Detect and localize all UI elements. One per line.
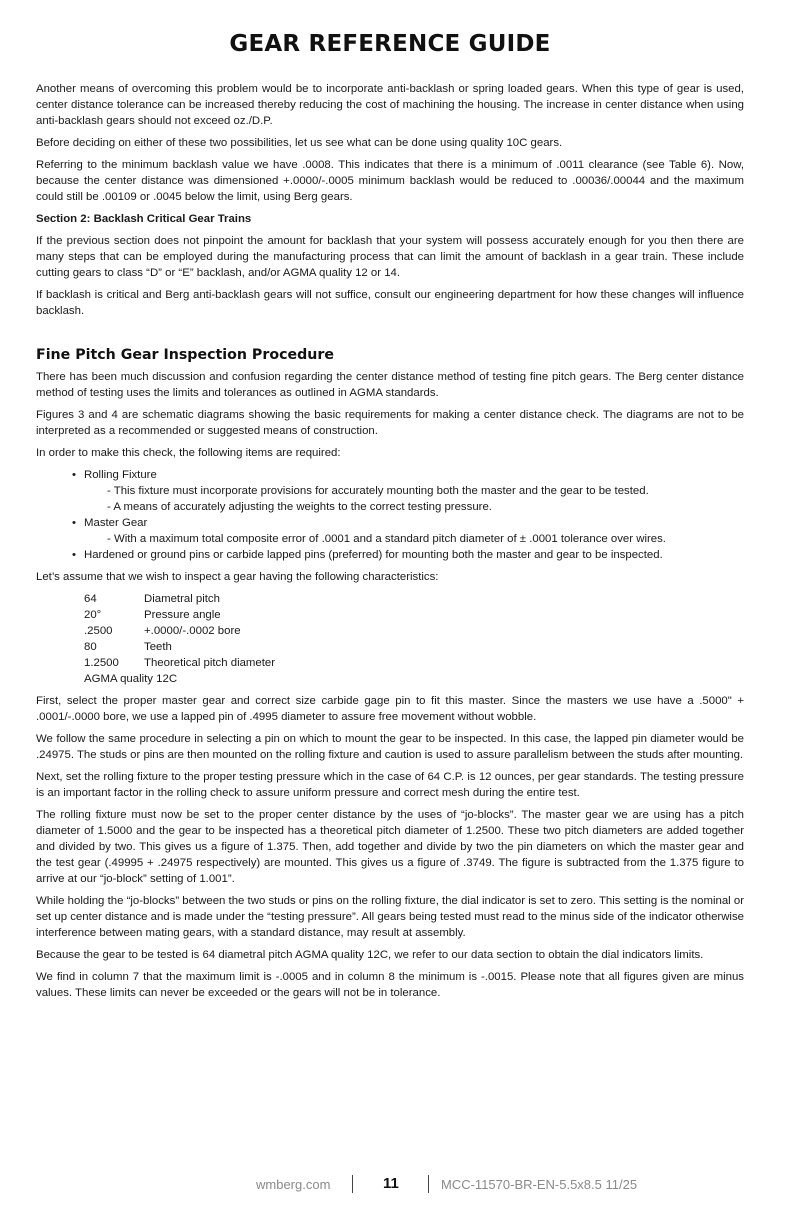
bullet-icon: • bbox=[72, 549, 76, 561]
inspection-paragraph-2: Figures 3 and 4 are schematic diagrams showing the basic requirements for making a center distance check. The diagrams are not to be interpreted as a recommended or suggested means of construction. bbox=[36, 409, 744, 437]
requirement-label: Master Gear bbox=[84, 517, 148, 529]
procedure-paragraph-4: The rolling fixture must now be set to the proper center distance by the uses of “jo-blocks”. The master gear we are using has a pitch diameter of 1.5000 and the gear to be inspected has a theoretical pitch diameter of 1.2500. These two pitch diameters are added together and divided by two. This gives us a figure of 1.375. Then, add together and divide by two the pin diameters on which the master gear and the test gear (.49995 + .24975 respectively) are mounted. This gives us a figure of .3749. The figure is subtracted from the 1.375 figure to arrive at our “jo-block” setting of 1.001”. bbox=[36, 809, 744, 885]
char-desc: +.0000/-.0002 bore bbox=[144, 625, 241, 637]
list-item bbox=[72, 515, 744, 547]
inspection-paragraph-1: There has been much discussion and confusion regarding the center distance method of testing fine pitch gears. The Berg center distance method of testing uses the limits and tolerances as outlined in AGMA standards. bbox=[36, 371, 744, 399]
table-row bbox=[84, 655, 275, 671]
char-value: 1.2500 bbox=[84, 657, 119, 669]
section2-heading: Section 2: Backlash Critical Gear Trains bbox=[36, 213, 252, 225]
table-row bbox=[84, 671, 275, 687]
char-desc: Theoretical pitch diameter bbox=[144, 657, 276, 669]
page-number: 11 bbox=[383, 1175, 399, 1192]
characteristics-intro: Let’s assume that we wish to inspect a gear having the following characteristics: bbox=[36, 571, 439, 583]
footer-website-link[interactable]: wmberg.com bbox=[256, 1177, 331, 1192]
char-value: .2500 bbox=[84, 625, 113, 637]
table-row bbox=[84, 607, 275, 623]
char-desc: Diametral pitch bbox=[144, 593, 220, 605]
list-item bbox=[72, 547, 744, 563]
procedure-paragraph-2: We follow the same procedure in selecting a pin on which to mount the gear to be inspected. In this case, the lapped pin diameter would be .24975. The studs or pins are then mounted on the rolling fixture and caution is used to assure parallelism between the studs after mounting. bbox=[36, 733, 744, 761]
procedure-paragraph-1: First, select the proper master gear and correct size carbide gage pin to fit this master. Since the masters we use have a .5000" + .0001/-.0000 bore, we use a lapped pin of .4995 diameter to assure free movement without wobble. bbox=[36, 695, 744, 723]
char-value: 20° bbox=[84, 609, 102, 621]
intro-paragraph-1: Another means of overcoming this problem would be to incorporate anti-backlash or spring loaded gears. When this type of gear is used, center distance tolerance can be increased thereby reducing the cost of machining the housing. The increase in center distance when using anti-backlash gears should not exceed oz./D.P. bbox=[36, 83, 744, 127]
inspection-paragraph-3: In order to make this check, the following items are required: bbox=[36, 447, 341, 459]
quality-line: AGMA quality 12C bbox=[84, 673, 178, 685]
bullet-icon: • bbox=[72, 469, 76, 481]
requirement-detail: - With a maximum total composite error of .0001 and a standard pitch diameter of ± .0001 tolerance over wires. bbox=[107, 533, 666, 545]
section2-paragraph-1: If the previous section does not pinpoint the amount for backlash that your system will possess accurately enough for you then there are many steps that can be employed during the manufacturing process that can limit the amount of backlash in a gear train. These include cutting gears to class “D” or “E” backlash, and/or AGMA quality 12 or 14. bbox=[36, 235, 744, 279]
table-row bbox=[84, 639, 275, 655]
bullet-icon: • bbox=[72, 517, 76, 529]
procedure-paragraph-6: Because the gear to be tested is 64 diametral pitch AGMA quality 12C, we refer to our data section to obtain the dial indicators limits. bbox=[36, 949, 704, 961]
char-desc: Teeth bbox=[144, 641, 172, 653]
main-content bbox=[36, 81, 744, 1007]
requirements-list bbox=[72, 467, 744, 563]
characteristics-table bbox=[84, 591, 275, 687]
char-value: 80 bbox=[84, 641, 97, 653]
procedure-paragraph-5: While holding the “jo-blocks” between the two studs or pins on the rolling fixture, the dial indicator is set to zero. This setting is the nominal or set up center distance and is made under the “testing pressure”. All gears being tested must read to the minus side of the indicator otherwise interference between mating gears, with a standard distance, may result at assembly. bbox=[36, 895, 744, 939]
requirement-label: Hardened or ground pins or carbide lapped pins (preferred) for mounting both the master and gear to be inspected. bbox=[84, 549, 663, 561]
table-row bbox=[84, 591, 275, 607]
page-footer bbox=[0, 1175, 792, 1197]
char-value: 64 bbox=[84, 593, 97, 605]
intro-paragraph-3: Referring to the minimum backlash value we have .0008. This indicates that there is a minimum of .0011 clearance (see Table 6). Now, because the center distance was dimensioned +.0000/-.0005 minimum backlash would be reduced to .00036/.00044 and the maximum could still be .00109 or .0045 below the limit, using Berg gears. bbox=[36, 159, 744, 203]
intro-paragraph-2: Before deciding on either of these two possibilities, let us see what can be done using quality 10C gears. bbox=[36, 137, 563, 149]
document-code: MCC-11570-BR-EN-5.5x8.5 11/25 bbox=[441, 1177, 638, 1192]
footer-divider bbox=[428, 1175, 429, 1193]
requirement-label: Rolling Fixture bbox=[84, 469, 157, 481]
inspection-heading: Fine Pitch Gear Inspection Procedure bbox=[36, 347, 334, 363]
char-desc: Pressure angle bbox=[144, 609, 221, 621]
procedure-paragraph-3: Next, set the rolling fixture to the proper testing pressure which in the case of 64 C.P. is 12 ounces, per gear standards. The testing pressure is an important factor in the rolling check to assure uniform pressure and correct mesh during the entire test. bbox=[36, 771, 744, 799]
page-title: GEAR REFERENCE GUIDE bbox=[229, 31, 551, 57]
table-row bbox=[84, 623, 275, 639]
section2-paragraph-2: If backlash is critical and Berg anti-backlash gears will not suffice, consult our engineering department for how these changes will influence backlash. bbox=[36, 289, 744, 317]
footer-divider bbox=[352, 1175, 353, 1193]
requirement-detail: - This fixture must incorporate provisions for accurately mounting both the master and the gear to be tested. bbox=[107, 485, 649, 497]
list-item bbox=[72, 467, 744, 515]
procedure-paragraph-7: We find in column 7 that the maximum limit is -.0005 and in column 8 the minimum is -.0015. Please note that all figures given are minus values. These limits can never be exceeded or the gears will not be in tolerance. bbox=[36, 971, 744, 999]
requirement-detail: - A means of accurately adjusting the weights to the correct testing pressure. bbox=[107, 501, 492, 513]
